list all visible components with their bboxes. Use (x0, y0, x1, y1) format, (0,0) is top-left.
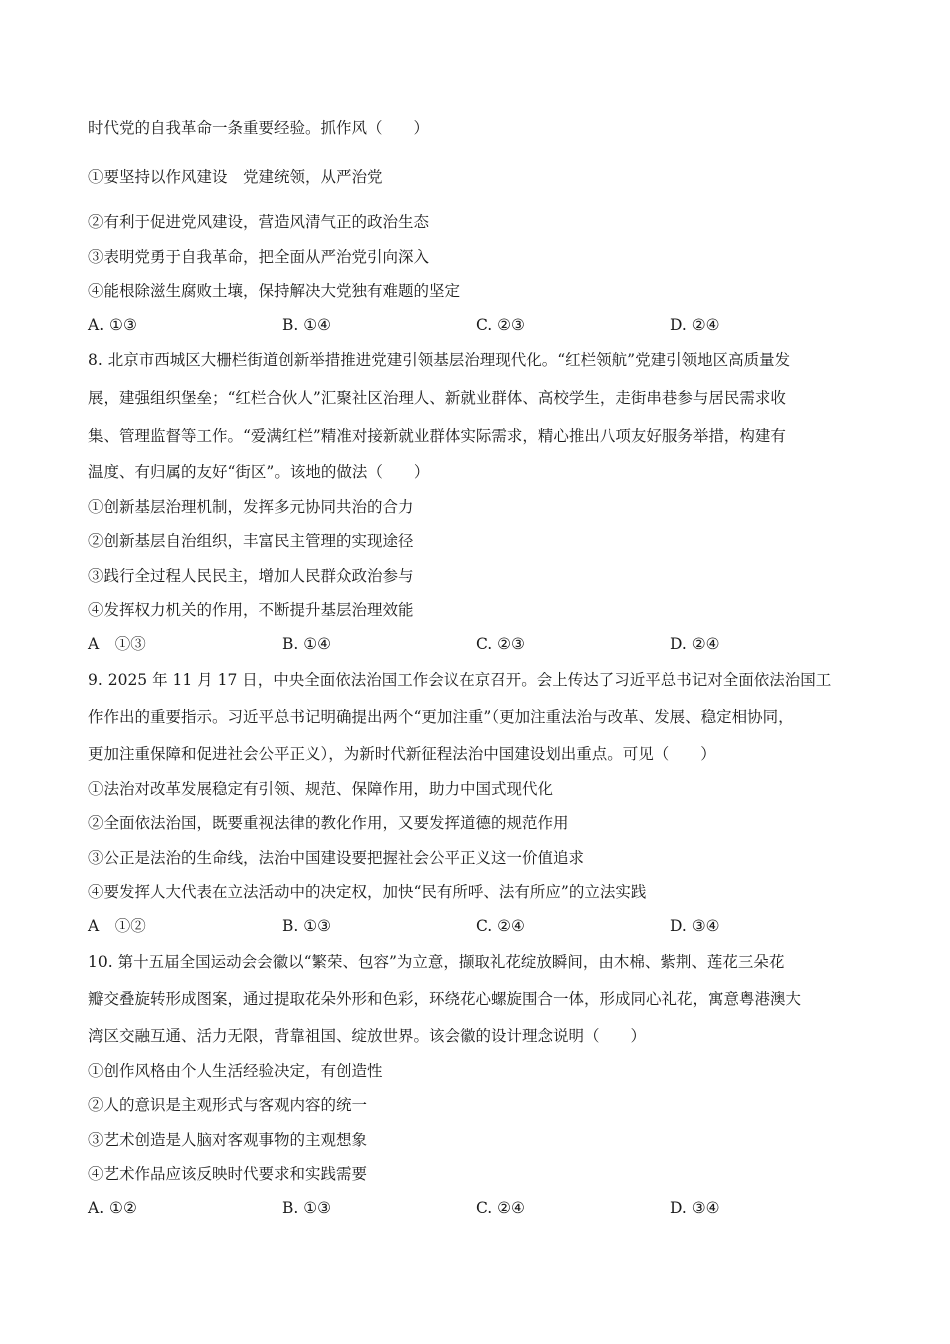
q8-stem-line-1: 8. 北京市西城区大栅栏街道创新举措推进党建引领基层治理现代化。“红栏领航”党建引领地区高质量发 (88, 351, 791, 369)
q7-options (88, 314, 868, 336)
q10-stem-line-3: 湾区交融互通、活力无限，背靠祖国、绽放世界。该会徽的设计理念说明（ ） (88, 1027, 647, 1045)
q9-statement-4: ④要发挥人大代表在立法活动中的决定权，加快“民有所呼、法有所应”的立法实践 (88, 883, 647, 901)
q8-statement-4: ④发挥权力机关的作用，不断提升基层治理效能 (88, 601, 414, 619)
q9-options (88, 915, 868, 937)
q8-statement-3: ③践行全过程人民民主，增加人民群众政治参与 (88, 567, 414, 585)
q9-statement-2: ②全面依法治国，既要重视法律的教化作用，又要发挥道德的规范作用 (88, 814, 569, 832)
q10-option-c[interactable]: C. ②④ (476, 1199, 525, 1217)
q7-option-d[interactable]: D. ②④ (670, 316, 720, 334)
q7-statement-4: ④能根除滋生腐败土壤，保持解决大党独有难题的坚定 (88, 282, 461, 300)
q8-option-c[interactable]: C. ②③ (476, 635, 525, 653)
q10-stem-line-1: 10. 第十五届全国运动会会徽以“繁荣、包容”为立意，撷取礼花绽放瞬间，由木棉、紫荆、莲花三朵花 (88, 953, 785, 971)
q9-stem-line-1: 9. 2025 年 11 月 17 日，中央全面依法治国工作会议在京召开。会上传达了习近平总书记对全面依法治国工 (88, 671, 832, 689)
q10-statement-2: ②人的意识是主观形式与客观内容的统一 (88, 1096, 368, 1114)
q10-option-a[interactable]: A. ①② (88, 1199, 137, 1217)
q7-statement-2: ②有利于促进党风建设，营造风清气正的政治生态 (88, 213, 430, 231)
q10-stem-line-2: 瓣交叠旋转形成图案，通过提取花朵外形和色彩，环绕花心螺旋围合一体，形成同心礼花，寓意粤港澳大 (88, 990, 802, 1008)
q7-statement-3: ③表明党勇于自我革命，把全面从严治党引向深入 (88, 248, 430, 266)
q7-statement-1: ①要坚持以作风建设 党建统领，从严治党 (88, 168, 383, 186)
q9-option-a[interactable]: A ①② (88, 917, 146, 935)
q7-option-c[interactable]: C. ②③ (476, 316, 525, 334)
q8-option-d[interactable]: D. ②④ (670, 635, 720, 653)
q8-option-a[interactable]: A ①③ (88, 635, 146, 653)
q9-option-c[interactable]: C. ②④ (476, 917, 525, 935)
q10-statement-3: ③艺术创造是人脑对客观事物的主观想象 (88, 1131, 368, 1149)
q7-option-b[interactable]: B. ①④ (282, 316, 332, 334)
q8-stem-line-3: 集、管理监督等工作。“爱满红栏”精准对接新就业群体实际需求，精心推出八项友好服务举措，构建有 (88, 427, 786, 445)
q9-stem-line-3: 更加注重保障和促进社会公平正义），为新时代新征程法治中国建设划出重点。可见（ ） (88, 745, 716, 763)
q8-stem-line-4: 温度、有归属的友好“街区”。该地的做法（ ） (88, 463, 430, 481)
q10-options (88, 1197, 868, 1219)
q8-stem-line-2: 展，建强组织堡垒；“红栏合伙人”汇聚社区治理人、新就业群体、高校学生，走街串巷参与居民需求收 (88, 389, 786, 407)
q10-option-d[interactable]: D. ③④ (670, 1199, 720, 1217)
q8-statement-2: ②创新基层自治组织，丰富民主管理的实现途径 (88, 532, 414, 550)
q8-options (88, 633, 868, 655)
q10-option-b[interactable]: B. ①③ (282, 1199, 332, 1217)
q10-statement-4: ④艺术作品应该反映时代要求和实践需要 (88, 1165, 368, 1183)
q9-statement-1: ①法治对改革发展稳定有引领、规范、保障作用，助力中国式现代化 (88, 780, 554, 798)
q8-option-b[interactable]: B. ①④ (282, 635, 332, 653)
q8-statement-1: ①创新基层治理机制，发挥多元协同共治的合力 (88, 498, 414, 516)
q9-option-b[interactable]: B. ①③ (282, 917, 332, 935)
q7-stem-tail: 时代党的自我革命一条重要经验。抓作风（ ） (88, 119, 430, 137)
q9-statement-3: ③公正是法治的生命线，法治中国建设要把握社会公平正义这一价值追求 (88, 849, 585, 867)
q9-stem-line-2: 作作出的重要指示。习近平总书记明确提出两个“更加注重”（更加注重法治与改革、发展、稳定相协同， (88, 708, 794, 726)
q7-option-a[interactable]: A. ①③ (88, 316, 137, 334)
q9-option-d[interactable]: D. ③④ (670, 917, 720, 935)
q10-statement-1: ①创作风格由个人生活经验决定，有创造性 (88, 1062, 383, 1080)
